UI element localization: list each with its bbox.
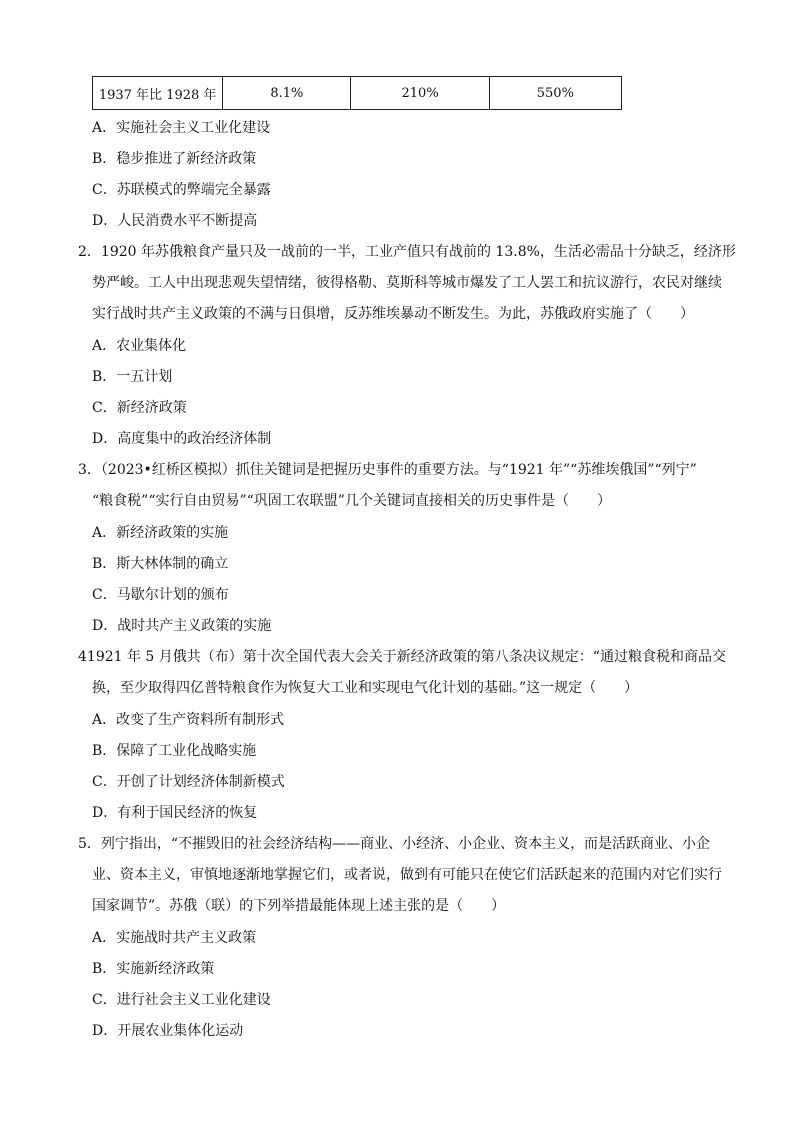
q5-stem-line-3: 国家调节”。苏俄（联）的下列举措最能体现上述主张的是（ ）	[92, 898, 506, 914]
q5-stem-line-1: 5．列宁指出，“不摧毁旧的社会经济结构——商业、小经济、小企业、资本主义，而是活跃商业、小企	[78, 836, 711, 852]
q5-option-b: B．实施新经济政策	[92, 961, 215, 977]
q2-option-a: A．农业集体化	[92, 338, 187, 354]
q3-option-b: B．斯大林体制的确立	[92, 556, 229, 572]
q4-option-c: C．开创了计划经济体制新模式	[92, 774, 285, 790]
q3-stem-line-2: “粮食税”“实行自由贸易”“巩固工农联盟”几个关键词直接相关的历史事件是（ ）	[92, 493, 611, 509]
q5-option-d: D．开展农业集体化运动	[92, 1023, 244, 1039]
q1-option-c: C．苏联模式的弊端完全暴露	[92, 182, 271, 198]
table-row	[93, 77, 622, 110]
q4-option-d: D．有利于国民经济的恢复	[92, 805, 258, 821]
q3-option-a: A．新经济政策的实施	[92, 525, 229, 541]
table-cell: 210%	[351, 77, 489, 110]
q4-stem-line-2: 换，至少取得四亿普特粮食作为恢复大工业和实现电气化计划的基础。”这一规定（ ）	[92, 680, 639, 696]
q5-stem-line-2: 业、资本主义，审慎地逐渐地掌握它们，或者说，做到有可能只在使它们活跃起来的范围内对它们实行	[92, 867, 722, 883]
q2-stem-line-3: 实行战时共产主义政策的不满与日俱增，反苏维埃暴动不断发生。为此，苏俄政府实施了（ ）	[92, 306, 694, 322]
q3-option-d: D．战时共产主义政策的实施	[92, 618, 272, 634]
table-cell: 550%	[489, 77, 621, 110]
q1-option-a: A．实施社会主义工业化建设	[92, 120, 271, 136]
q2-option-d: D．高度集中的政治经济体制	[92, 431, 272, 447]
q4-option-b: B．保障了工业化战略实施	[92, 743, 257, 759]
data-table	[92, 76, 622, 110]
q2-option-c: C．新经济政策	[92, 400, 187, 416]
q2-stem-line-1: 2．1920 年苏俄粮食产量只及一战前的一半，工业产值只有战前的 13.8%，生活必需品十分缺乏，经济形	[78, 244, 736, 260]
q5-option-c: C．进行社会主义工业化建设	[92, 992, 271, 1008]
q5-option-a: A．实施战时共产主义政策	[92, 930, 257, 946]
q3-stem-line-1: 3．（2023•红桥区模拟）抓住关键词是把握历史事件的重要方法。与“1921 年”“苏维埃俄国”“列宁”	[78, 462, 697, 478]
q2-stem-line-2: 势严峻。工人中出现悲观失望情绪，彼得格勒、莫斯科等城市爆发了工人罢工和抗议游行，农民对继续	[92, 275, 722, 291]
q3-option-c: C．马歇尔计划的颁布	[92, 587, 229, 603]
table-cell: 1937 年比 1928 年	[93, 77, 223, 110]
q1-option-b: B．稳步推进了新经济政策	[92, 151, 257, 167]
q4-stem-line-1: 41921 年 5 月俄共（布）第十次全国代表大会关于新经济政策的第八条决议规定：“通过粮食税和商品交	[78, 649, 726, 665]
q1-option-d: D．人民消费水平不断提高	[92, 213, 258, 229]
table-cell: 8.1%	[223, 77, 351, 110]
q4-option-a: A．改变了生产资料所有制形式	[92, 712, 285, 728]
q2-option-b: B．一五计划	[92, 369, 173, 385]
